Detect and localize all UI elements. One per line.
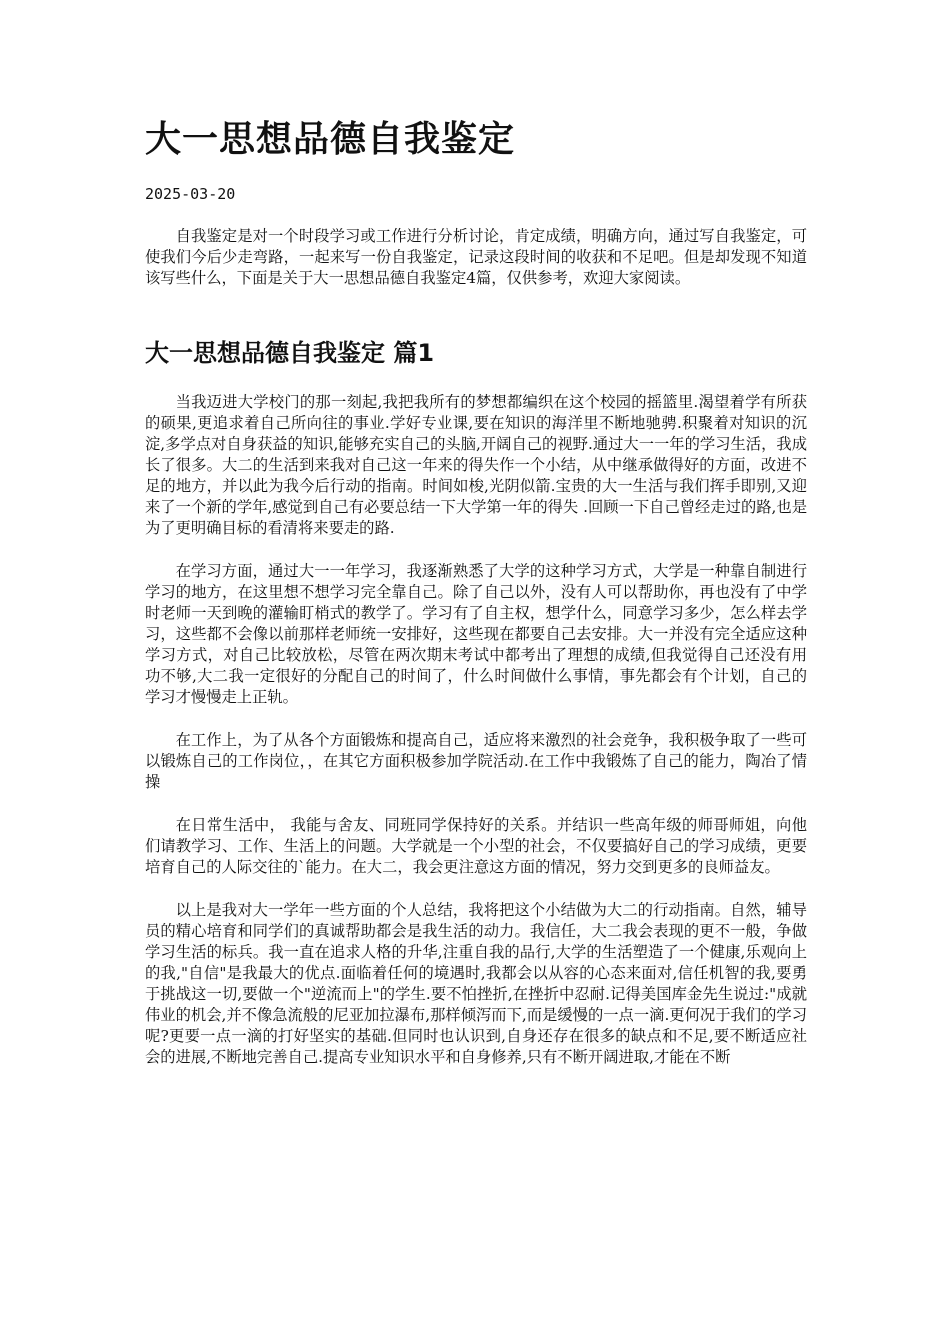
document-title: 大一思想品德自我鉴定 <box>145 119 516 160</box>
section-body <box>145 392 807 1090</box>
body-paragraph-2: 在学习方面，通过大一一年学习，我逐渐熟悉了大学的这种学习方式，大学是一种靠自制进行学习的地方，在这里想不想学习完全靠自己。除了自己以外，没有人可以帮助你，再也没有了中学时老师一天到晚的灌输盯梢式的教学了。学习有了自主权，想学什么，同意学习多少，怎么样去学习，这些都不会像以前那样老师统一安排好，这些现在都要自己去安排。大一并没有完全适应这种学习方式，对自己比较放松，尽管在两次期末考试中都考出了理想的成绩,但我觉得自己还没有用功不够,大二我一定很好的分配自己的时间了，什么时间做什么事情，事先都会有个计划，自己的学习才慢慢走上正轨。 <box>145 562 807 706</box>
body-paragraph-4: 在日常生活中， 我能与舍友、同班同学保持好的关系。并结识一些高年级的师哥师姐，向他们请教学习、工作、生活上的问题。大学就是一个小型的社会，不仅要搞好自己的学习成绩，更要培育自己的人际交往的`能力。在大二，我会更注意这方面的情况，努力交到更多的良师益友。 <box>145 816 807 876</box>
publish-date: 2025-03-20 <box>145 185 236 203</box>
section-heading: 大一思想品德自我鉴定 篇1 <box>145 339 435 367</box>
intro-paragraph: 自我鉴定是对一个时段学习或工作进行分析讨论，肯定成绩，明确方向，通过写自我鉴定，可使我们今后少走弯路，一起来写一份自我鉴定，记录这段时间的收获和不足吧。但是却发现不知道该写些什么，下面是关于大一思想品德自我鉴定4篇，仅供参考，欢迎大家阅读。 <box>145 227 807 287</box>
body-paragraph-5: 以上是我对大一学年一些方面的个人总结，我将把这个小结做为大二的行动指南。自然，辅导员的精心培育和同学们的真诚帮助都会是我生活的动力。我信任，大二我会表现的更不一般，争做学习生活的标兵。我一直在追求人格的升华,注重自我的品行,大学的生活塑造了一个健康,乐观向上的我,"自信"是我最大的优点.面临着任何的境遇时,我都会以从容的心态来面对,信任机智的我,要勇于挑战这一切,要做一个"逆流而上"的学生.要不怕挫折,在挫折中忍耐.记得美国库金先生说过:"成就伟业的机会,并不像急流般的尼亚加拉瀑布,那样倾泻而下,而是缓慢的一点一滴.更何况于我们的学习呢?更要一点一滴的打好坚实的基础.但同时也认识到,自身还存在很多的缺点和不足,要不断适应社会的进展,不断地完善自己.提高专业知识水平和自身修养,只有不断开阔进取,才能在不断 <box>145 901 807 1066</box>
body-paragraph-3: 在工作上，为了从各个方面锻炼和提高自己，适应将来激烈的社会竞争，我积极争取了一些可以锻炼自己的工作岗位，，在其它方面积极参加学院活动.在工作中我锻炼了自己的能力，陶冶了情操 <box>145 731 807 791</box>
intro-block <box>145 226 807 311</box>
body-paragraph-1: 当我迈进大学校门的那一刻起,我把我所有的梦想都编织在这个校园的摇篮里.渴望着学有所获的硕果,更追求着自己所向往的事业.学好专业课,要在知识的海洋里不断地驰骋.积聚着对知识的沉淀,多学点对自身获益的知识,能够充实自己的头脑,开阔自己的视野.通过大一一年的学习生活，我成长了很多。大二的生活到来我对自己这一年来的得失作一个小结，从中继承做得好的方面，改进不足的地方，并以此为我今后行动的指南。时间如梭,光阴似箭.宝贵的大一生活与我们挥手即别,又迎来了一个新的学年,感觉到自己有必要总结一下大学第一年的得失 .回顾一下自己曾经走过的路,也是为了更明确目标的看清将来要走的路. <box>145 393 807 537</box>
